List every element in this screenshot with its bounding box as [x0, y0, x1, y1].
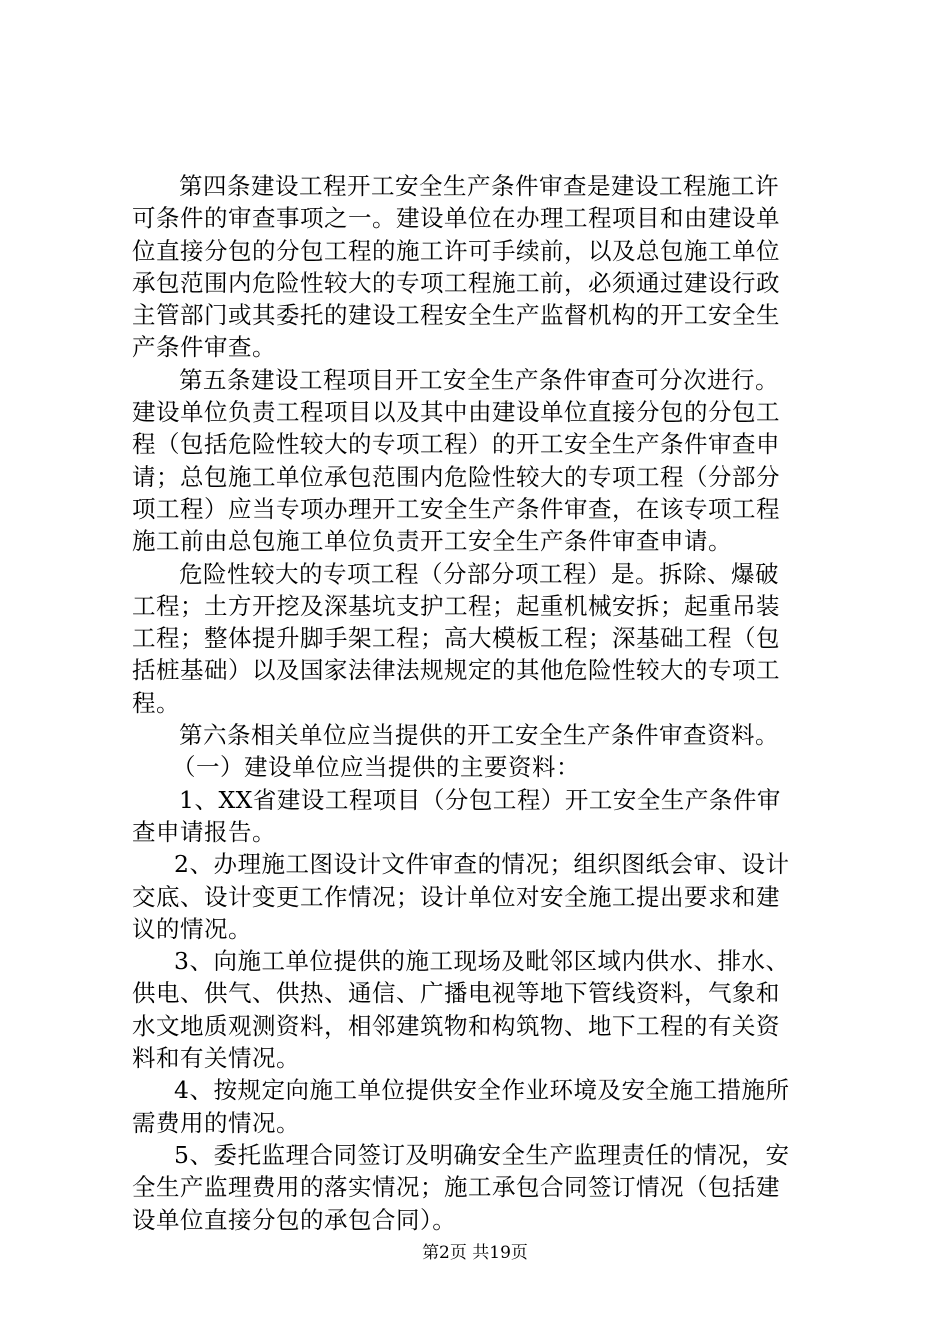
paragraph-article-4: 第四条建设工程开工安全生产条件审查是建设工程施工许 可条件的审查事项之一。建设单位在办理工程项目和由建设单 位直接分包的分包工程的施工许可手续前，以及总包施工单位 承包范围内危险性较大的专项工程施工前，必须通过建设行政 主管部门或其委托的建设工程安全生产监督机构的开工安全生 产条件审查。 — [132, 172, 780, 362]
paragraph-article-5: 第五条建设工程项目开工安全生产条件审查可分次进行。 建设单位负责工程项目以及其中由建设单位直接分包的分包工 程（包括危险性较大的专项工程）的开工安全生产条件审查申 请；总包施工单位承包范围内危险性较大的专项工程（分部分 项工程）应当专项办理开工安全生产条件审查，在该专项工程 施工前由总包施工单位负责开工安全生产条件审查申请。 — [132, 365, 780, 556]
paragraph-item-2: 2、办理施工图设计文件审查的情况；组织图纸会审、设计 交底、设计变更工作情况；设计单位对安全施工提出要求和建 议的情况。 — [132, 850, 790, 943]
paragraph-item-3: 3、向施工单位提供的施工现场及毗邻区域内供水、排水、 供电、供气、供热、通信、广播电视等地下管线资料，气象和 水文地质观测资料，相邻建筑物和构筑物、地下工程的有关资 料和有关情况。 — [132, 947, 790, 1073]
paragraph-section-1-heading: （一）建设单位应当提供的主要资料： — [172, 753, 580, 782]
document-body — [132, 170, 818, 1236]
paragraph-item-1: 1、XX省建设工程项目（分包工程）开工安全生产条件审 查申请报告。 — [132, 785, 781, 846]
paragraph-dangerous-projects: 危险性较大的专项工程（分部分项工程）是。拆除、爆破 工程；土方开挖及深基坑支护工程；起重机械安拆；起重吊装 工程；整体提升脚手架工程；高大模板工程；深基础工程（包 括桩基础）以及国家法律法规规定的其他危险性较大的专项工 程。 — [132, 559, 780, 717]
paragraph-item-5: 5、委托监理合同签订及明确安全生产监理责任的情况，安 全生产监理费用的落实情况；施工承包合同签订情况（包括建 设单位直接分包的承包合同）。 — [132, 1140, 790, 1234]
paragraph-item-4: 4、按规定向施工单位提供安全作业环境及安全施工措施所 需费用的情况。 — [132, 1076, 790, 1137]
paragraph-article-6: 第六条相关单位应当提供的开工安全生产条件审查资料。 — [179, 721, 779, 750]
page-number-footer: 第2页 共19页 — [422, 1243, 528, 1263]
